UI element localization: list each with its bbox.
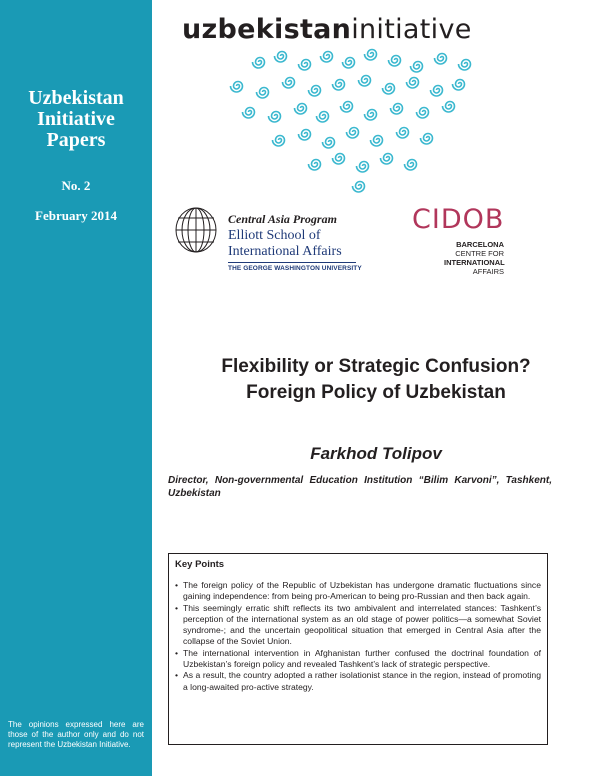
cap-school-line2: International Affairs [228,244,342,259]
disclaimer-text: The opinions expressed here are those of the author only and do not represent the Uzbekistan Initiative. [8,720,144,749]
paper-title-line1: Flexibility or Strategic Confusion? [221,356,531,377]
author-name: Farkhod Tolipov [310,444,442,463]
key-points-heading: Key Points [175,559,225,570]
key-point-item: • This seemingly erratic shift reflects its two ambivalent and interrelated stances: Tashkent’s perception of the international system as an old stage of power politics—a somewhat Soviet syndrome-; and the uncertain geopolitical situation that emerged in Central Asia after the collapse of the Soviet Union. [175,603,541,648]
cidob-line3: INTERNATIONAL [444,258,505,267]
logo-regular-text: initiative [351,14,472,45]
issue-date: February 2014 [35,208,117,223]
sidebar-panel [0,0,152,776]
key-point-item: • The international intervention in Afghanistan further confused the doctrinal foundation of Uzbekistan’s foreign policy and revealed Tashkent’s lack of strategic perspective. [175,648,541,671]
paper-title [168,354,584,406]
paper-title-line2: Foreign Policy of Uzbekistan [246,382,506,403]
key-points-box [168,553,548,745]
cidob-subtitle [444,240,504,276]
cap-school-line1: Elliott School of [228,228,321,243]
cidob-logo: CIDOB [412,204,505,235]
cap-program-name: Central Asia Program [228,212,337,226]
cidob-line2: CENTRE FOR [455,249,504,258]
cidob-line1: BARCELONA [456,240,504,249]
cap-divider [228,262,356,263]
uzbekistan-initiative-logo [182,14,472,45]
author-affiliation: Director, Non-governmental Education Institution “Bilim Karvoni”, Tashkent, Uzbekistan [168,475,552,499]
series-title: Uzbekistan Initiative Papers [28,87,124,151]
key-point-item: • As a result, the country adopted a rather isolationist stance in the region, instead of promoting a long-awaited pro-active strategy. [175,670,541,693]
logo-bold-text: uzbekistan [182,14,352,45]
cap-school-name [228,228,342,260]
key-point-item: • The foreign policy of the Republic of Uzbekistan has undergone dramatic fluctuations since gaining independence: from being pro-American to being pro-Russian and then back again. [175,580,541,603]
key-points-list [175,580,541,693]
cidob-line4: AFFAIRS [472,267,504,276]
spiral-pattern-icon [220,46,500,196]
issue-number: No. 2 [61,178,91,193]
cap-university-name: THE GEORGE WASHINGTON UNIVERSITY [228,265,362,272]
